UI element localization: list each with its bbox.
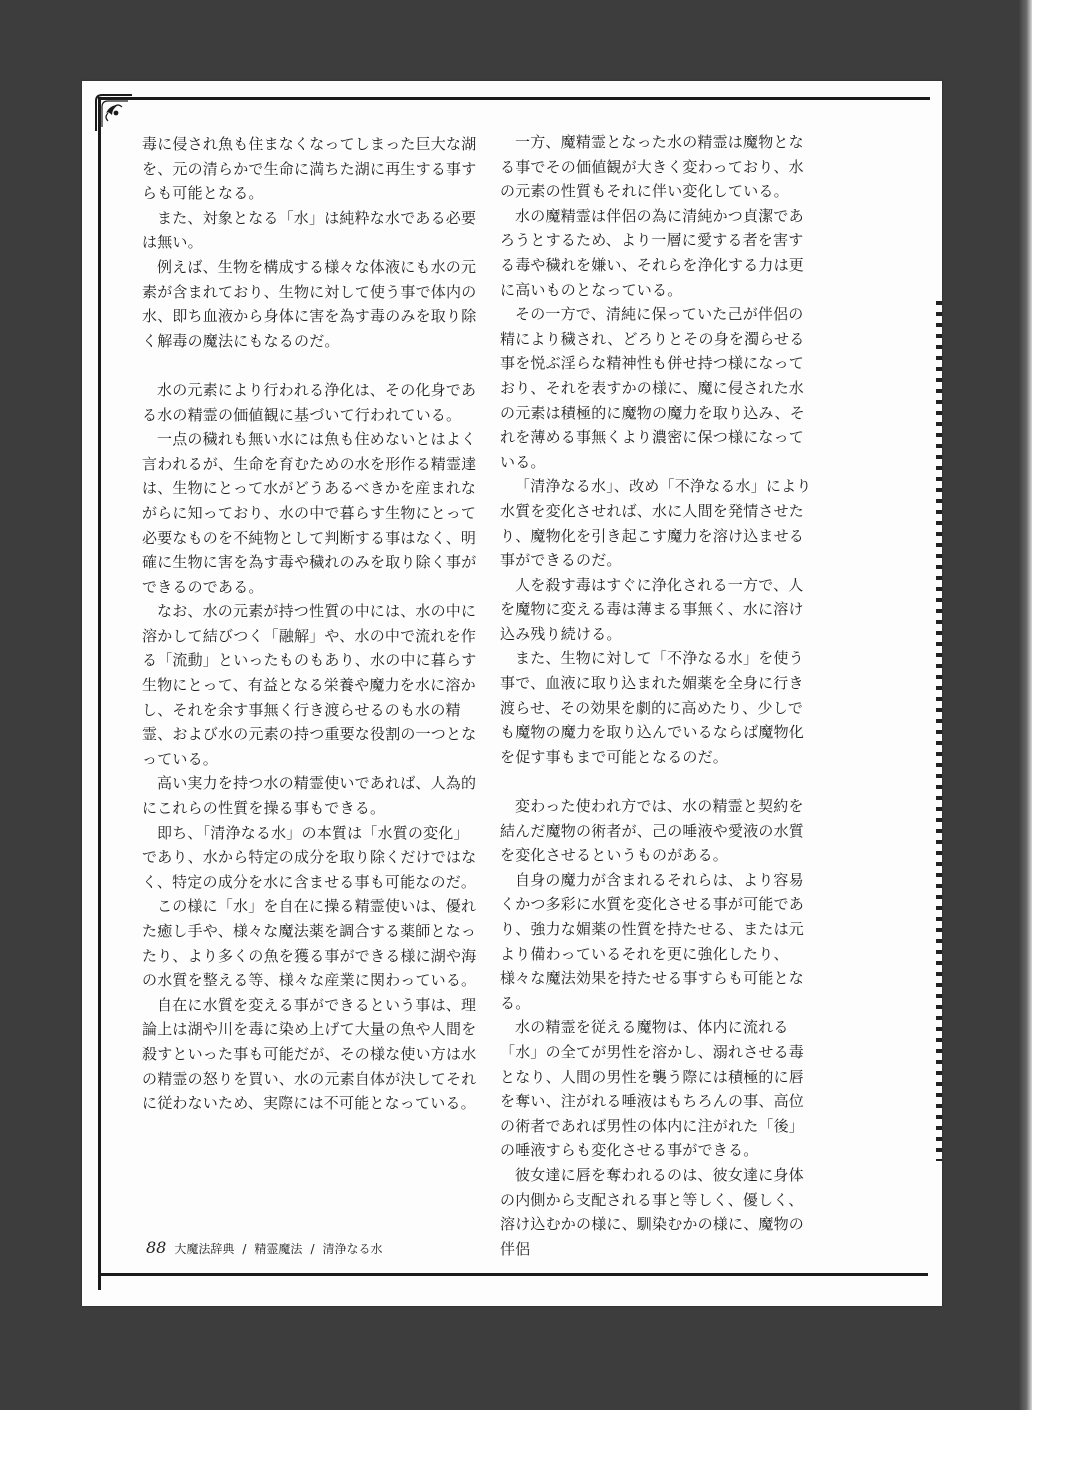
perforated-edge	[936, 301, 942, 1161]
paragraph: 毒に侵され魚も住まなくなってしまった巨大な湖を、元の清らかで生命に満ちた湖に再生する事すらも可能となる。	[142, 135, 477, 203]
paragraph: 自身の魔力が含まれるそれらは、より容易くかつ多彩に水質を変化させる事が可能であり、強力な媚薬の性質を持たせる、または元より備わっているそれを更に強化したり、様々な魔法効果を持たせる事すらも可能となる。	[500, 870, 805, 1012]
paragraph: 例えば、生物を構成する様々な体液にも水の元素が含まれており、生物に対して使う事で体内の水、即ち血液から身体に害を為す毒のみを取り除く解毒の魔法にもなるのだ。	[142, 257, 477, 350]
footer-section: 精霊魔法	[254, 1242, 303, 1256]
footer-book-title: 大魔法辞典	[174, 1242, 235, 1256]
paragraph: 一方、魔精霊となった水の精霊は魔物となる事でその価値観が大きく変わっており、水の元素の性質もそれに伴い変化している。	[500, 133, 804, 201]
paragraph: 人を殺す毒はすぐに浄化される一方で、人を魔物に変える毒は薄まる事無く、水に溶け込み残り続ける。	[500, 575, 804, 643]
footer-separator: /	[242, 1242, 247, 1256]
footer-separator: /	[310, 1242, 315, 1256]
right-column	[500, 130, 818, 1261]
running-footer	[146, 1238, 383, 1262]
paragraph: 一点の穢れも無い水には魚も住めないとはよく言われるが、生命を育むための水を形作る精霊達は、生物にとって水がどうあるべきかを産まれながらに知っており、水の中で暮らす生物にとって必要なものを不純物として判断する事はなく、明確に生物に害を為す毒や穢れのみを取り除く事ができるのである。	[142, 430, 477, 596]
footer-topic: 清浄なる水	[322, 1242, 383, 1256]
paragraph: 即ち、「清浄なる水」の本質は「水質の変化」であり、水から特定の成分を取り除くだけではなく、特定の成分を水に含ませる事も可能なのだ。	[142, 823, 477, 891]
paragraph: また、生物に対して「不浄なる水」を使う事で、血液に取り込まれた媚薬を全身に行き渡らせ、その効果を劇的に高めたり、少しでも魔物の魔力を取り込んでいるならば魔物化を促す事もまで可能となるのだ。	[500, 649, 805, 766]
paragraph: なお、水の元素が持つ性質の中には、水の中に溶かして結びつく「融解」や、水の中で流れを作る「流動」といったものもあり、水の中に暮らす生物にとって、有益となる栄養や魔力を水に溶かし、それを余す事無く行き渡らせるのも水の精霊、および水の元素の持つ重要な役割の一つとなっている。	[142, 602, 477, 768]
scanned-page	[82, 81, 942, 1306]
backing-board-edge	[1018, 0, 1032, 1410]
paragraph: 変わった使われ方では、水の精霊と契約を結んだ魔物の術者が、己の唾液や愛液の水質を変化させるというものがある。	[500, 797, 805, 865]
paragraph: また、対象となる「水」は純粋な水である必要は無い。	[142, 208, 477, 252]
paragraph: 水の精霊を従える魔物は、体内に流れる「水」の全てが男性を溶かし、溺れさせる毒となり、人間の男性を襲う際には積極的に唇を奪い、注がれる唾液はもちろんの事、高位の術者であれば男性の体内に注がれた「後」の唾液すらも変化させる事ができる。	[500, 1018, 805, 1160]
left-column	[142, 132, 482, 1116]
ornament-corner-icon	[92, 91, 136, 135]
footer-rule	[98, 1273, 928, 1276]
paragraph: その一方で、清純に保っていた己が伴侶の精により穢され、どろりとその身を濁らせる事を悦ぶ淫らな精神性も併せ持つ様になっており、それを表すかの様に、魔に侵された水の元素は積極的に魔物の魔力を取り込み、それを薄める事無くより濃密に保つ様になっている。	[500, 305, 805, 471]
paragraph: 彼女達に唇を奪われるのは、彼女達に身体の内側から支配される事と等しく、優しく、溶け込むかの様に、馴染むかの様に、魔物の伴侶	[500, 1165, 805, 1258]
paragraph: 水の元素により行われる浄化は、その化身である水の精霊の価値観に基づいて行われている。	[142, 380, 477, 424]
paragraph: 「清浄なる水」、改め「不浄なる水」により水質を変化させれば、水に人間を発情させたり、魔物化を引き起こす魔力を溶け込ませる事ができるのだ。	[500, 477, 812, 570]
paragraph: 高い実力を持つ水の精霊使いであれば、人為的にこれらの性質を操る事もできる。	[142, 774, 477, 818]
paragraph: この様に「水」を自在に操る精霊使いは、優れた癒し手や、様々な魔法薬を調合する薬師となったり、より多くの魚を獲る事ができる様に湖や海の水質を整える等、様々な産業に関わっている。	[142, 897, 477, 990]
paragraph: 水の魔精霊は伴侶の為に清純かつ貞潔であろうとするため、より一層に愛する者を害する毒や穢れを嫌い、それらを浄化する力は更に高いものとなっている。	[500, 206, 805, 299]
page-number: 88	[146, 1238, 167, 1257]
paragraph: 自在に水質を変える事ができるという事は、理論上は湖や川を毒に染め上げて大量の魚や人間を殺すといった事も可能だが、その様な使い方は水の精霊の怒りを買い、水の元素自体が決してそれに従わないため、実際には不可能となっている。	[142, 995, 477, 1113]
